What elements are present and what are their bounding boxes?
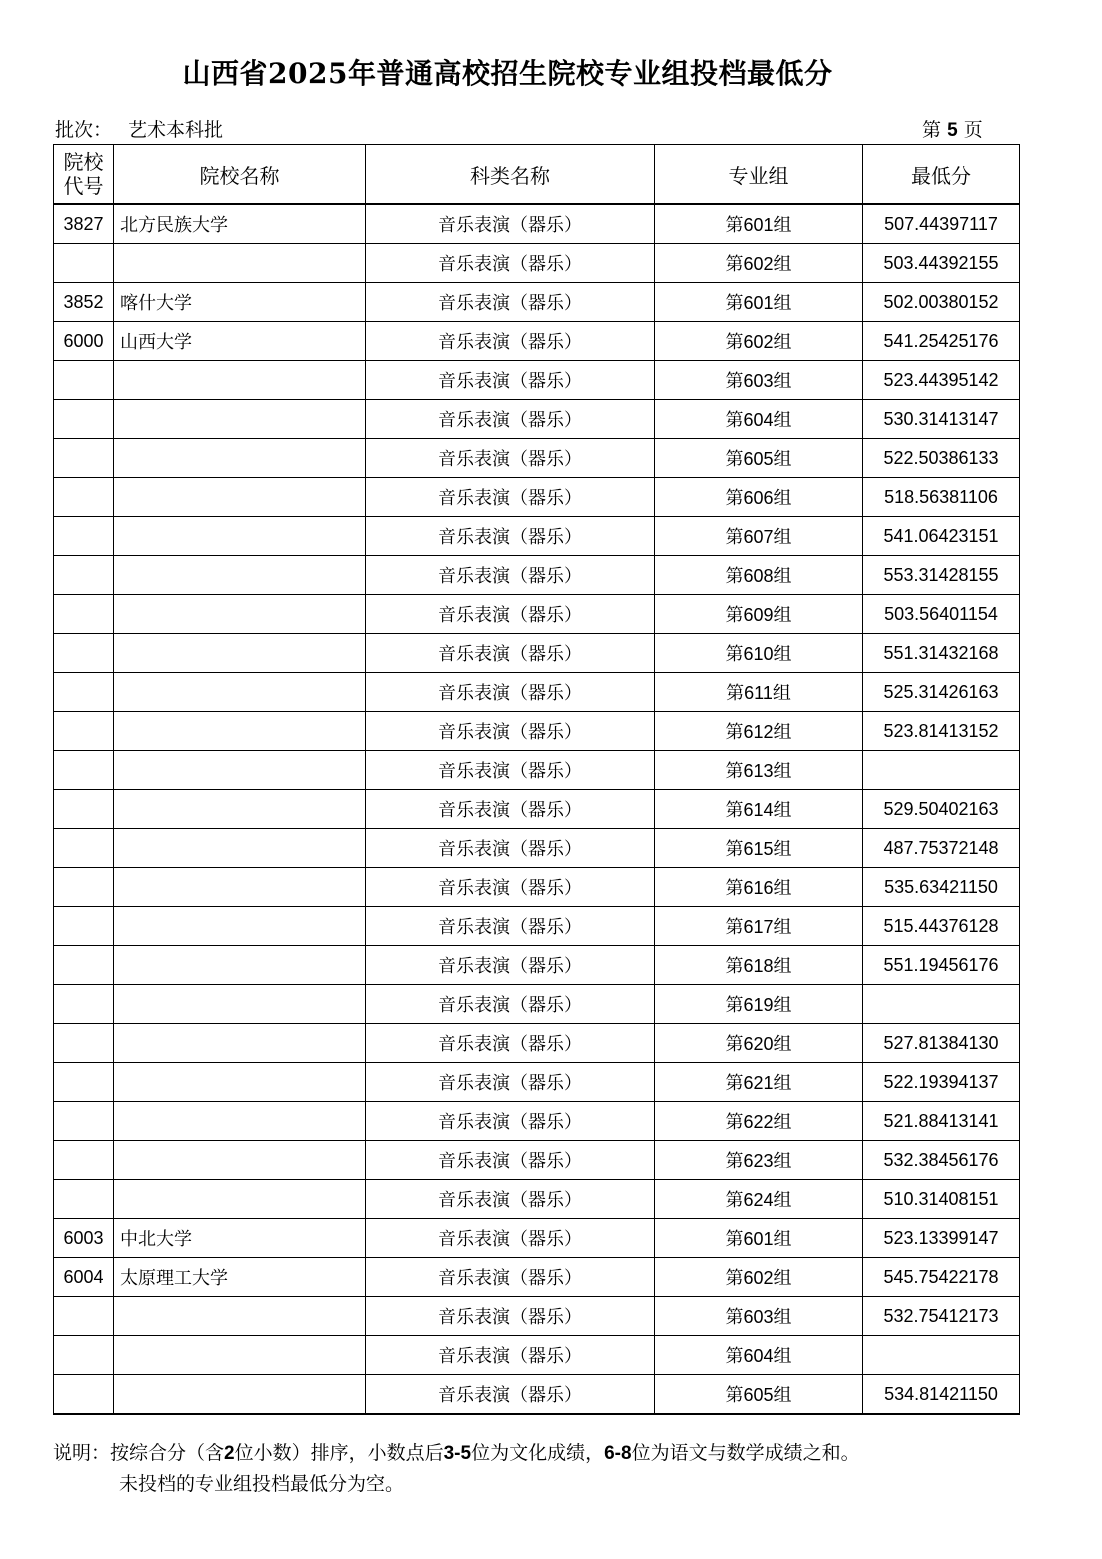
school-code-cell: 6003 bbox=[54, 1219, 114, 1258]
table-row bbox=[54, 478, 1020, 517]
school-code-cell bbox=[54, 244, 114, 283]
table-row bbox=[54, 1297, 1020, 1336]
min-score-cell: 532.38456176 bbox=[863, 1141, 1020, 1180]
school-code-cell bbox=[54, 1024, 114, 1063]
group-cell: 第621组 bbox=[655, 1063, 863, 1102]
subject-cell: 音乐表演（器乐） bbox=[366, 400, 655, 439]
header-subject: 科类名称 bbox=[366, 145, 655, 205]
group-cell: 第603组 bbox=[655, 361, 863, 400]
table-row bbox=[54, 439, 1020, 478]
group-cell: 第624组 bbox=[655, 1180, 863, 1219]
group-cell: 第602组 bbox=[655, 1258, 863, 1297]
min-score-cell: 527.81384130 bbox=[863, 1024, 1020, 1063]
page-number bbox=[922, 115, 983, 142]
school-name-cell bbox=[114, 751, 366, 790]
min-score-cell bbox=[863, 751, 1020, 790]
table-row bbox=[54, 322, 1020, 361]
group-cell: 第623组 bbox=[655, 1141, 863, 1180]
school-code-cell bbox=[54, 1336, 114, 1375]
group-cell: 第620组 bbox=[655, 1024, 863, 1063]
min-score-cell: 510.31408151 bbox=[863, 1180, 1020, 1219]
table-row bbox=[54, 673, 1020, 712]
school-code-cell bbox=[54, 946, 114, 985]
subject-cell: 音乐表演（器乐） bbox=[366, 868, 655, 907]
header-score: 最低分 bbox=[863, 145, 1020, 205]
school-name-cell bbox=[114, 907, 366, 946]
group-cell: 第601组 bbox=[655, 204, 863, 244]
school-name-cell bbox=[114, 1180, 366, 1219]
school-name-cell bbox=[114, 595, 366, 634]
school-code-cell: 3827 bbox=[54, 204, 114, 244]
min-score-cell: 532.75412173 bbox=[863, 1297, 1020, 1336]
header-group: 专业组 bbox=[655, 145, 863, 205]
group-cell: 第617组 bbox=[655, 907, 863, 946]
page-number-value: 5 bbox=[947, 120, 958, 141]
group-cell: 第613组 bbox=[655, 751, 863, 790]
table-row bbox=[54, 1375, 1020, 1415]
subject-cell: 音乐表演（器乐） bbox=[366, 673, 655, 712]
school-code-cell bbox=[54, 829, 114, 868]
notes bbox=[53, 1438, 860, 1499]
batch-value: 艺术本科批 bbox=[128, 119, 224, 141]
min-score-cell: 529.50402163 bbox=[863, 790, 1020, 829]
subject-cell: 音乐表演（器乐） bbox=[366, 790, 655, 829]
group-cell: 第601组 bbox=[655, 1219, 863, 1258]
school-name-cell bbox=[114, 712, 366, 751]
batch-label: 批次： bbox=[55, 119, 113, 141]
school-name-cell bbox=[114, 790, 366, 829]
school-code-cell bbox=[54, 361, 114, 400]
group-cell: 第619组 bbox=[655, 985, 863, 1024]
group-cell: 第607组 bbox=[655, 517, 863, 556]
table-row bbox=[54, 634, 1020, 673]
school-name-cell bbox=[114, 1063, 366, 1102]
min-score-cell: 551.31432168 bbox=[863, 634, 1020, 673]
subject-cell: 音乐表演（器乐） bbox=[366, 1141, 655, 1180]
school-name-cell bbox=[114, 829, 366, 868]
subject-cell: 音乐表演（器乐） bbox=[366, 946, 655, 985]
min-score-cell: 503.56401154 bbox=[863, 595, 1020, 634]
school-code-cell bbox=[54, 790, 114, 829]
school-code-cell bbox=[54, 556, 114, 595]
subject-cell: 音乐表演（器乐） bbox=[366, 751, 655, 790]
min-score-cell bbox=[863, 1336, 1020, 1375]
school-code-cell bbox=[54, 517, 114, 556]
school-name-cell bbox=[114, 244, 366, 283]
group-cell: 第604组 bbox=[655, 1336, 863, 1375]
school-name-cell bbox=[114, 556, 366, 595]
group-cell: 第605组 bbox=[655, 1375, 863, 1415]
page-suffix: 页 bbox=[963, 119, 983, 141]
table-row bbox=[54, 1024, 1020, 1063]
subject-cell: 音乐表演（器乐） bbox=[366, 283, 655, 322]
school-name-cell bbox=[114, 1024, 366, 1063]
subject-cell: 音乐表演（器乐） bbox=[366, 1024, 655, 1063]
min-score-cell: 502.00380152 bbox=[863, 283, 1020, 322]
table-row bbox=[54, 1063, 1020, 1102]
subject-cell: 音乐表演（器乐） bbox=[366, 712, 655, 751]
group-cell: 第612组 bbox=[655, 712, 863, 751]
subject-cell: 音乐表演（器乐） bbox=[366, 361, 655, 400]
min-score-cell: 515.44376128 bbox=[863, 907, 1020, 946]
group-cell: 第602组 bbox=[655, 244, 863, 283]
school-code-cell bbox=[54, 1375, 114, 1415]
page-prefix: 第 bbox=[922, 119, 942, 141]
header-code: 院校 代号 bbox=[54, 145, 114, 205]
min-score-cell: 541.25425176 bbox=[863, 322, 1020, 361]
school-code-cell bbox=[54, 634, 114, 673]
school-name-cell: 北方民族大学 bbox=[114, 204, 366, 244]
min-score-cell: 541.06423151 bbox=[863, 517, 1020, 556]
group-cell: 第611组 bbox=[655, 673, 863, 712]
school-name-cell bbox=[114, 478, 366, 517]
table-row bbox=[54, 556, 1020, 595]
note-line-1: 说明：按综合分（含2位小数）排序，小数点后3-5位为文化成绩，6-8位为语文与数学成绩之和。 bbox=[53, 1442, 860, 1464]
table-row bbox=[54, 712, 1020, 751]
table-row bbox=[54, 595, 1020, 634]
school-code-cell bbox=[54, 712, 114, 751]
group-cell: 第608组 bbox=[655, 556, 863, 595]
subject-cell: 音乐表演（器乐） bbox=[366, 439, 655, 478]
subject-cell: 音乐表演（器乐） bbox=[366, 204, 655, 244]
school-code-cell bbox=[54, 1297, 114, 1336]
school-name-cell bbox=[114, 361, 366, 400]
min-score-cell: 534.81421150 bbox=[863, 1375, 1020, 1415]
table-row bbox=[54, 1219, 1020, 1258]
min-score-cell: 522.50386133 bbox=[863, 439, 1020, 478]
subject-cell: 音乐表演（器乐） bbox=[366, 1258, 655, 1297]
min-score-cell: 523.44395142 bbox=[863, 361, 1020, 400]
min-score-cell: 522.19394137 bbox=[863, 1063, 1020, 1102]
min-score-cell: 518.56381106 bbox=[863, 478, 1020, 517]
group-cell: 第601组 bbox=[655, 283, 863, 322]
school-code-cell bbox=[54, 595, 114, 634]
subject-cell: 音乐表演（器乐） bbox=[366, 634, 655, 673]
subject-cell: 音乐表演（器乐） bbox=[366, 517, 655, 556]
table-row bbox=[54, 829, 1020, 868]
group-cell: 第614组 bbox=[655, 790, 863, 829]
group-cell: 第605组 bbox=[655, 439, 863, 478]
table-row bbox=[54, 1336, 1020, 1375]
school-name-cell bbox=[114, 1375, 366, 1415]
table-row bbox=[54, 946, 1020, 985]
subject-cell: 音乐表演（器乐） bbox=[366, 322, 655, 361]
group-cell: 第609组 bbox=[655, 595, 863, 634]
group-cell: 第616组 bbox=[655, 868, 863, 907]
table-row bbox=[54, 283, 1020, 322]
school-name-cell: 中北大学 bbox=[114, 1219, 366, 1258]
school-name-cell bbox=[114, 400, 366, 439]
school-name-cell bbox=[114, 985, 366, 1024]
subject-cell: 音乐表演（器乐） bbox=[366, 1102, 655, 1141]
school-name-cell bbox=[114, 673, 366, 712]
min-score-cell: 525.31426163 bbox=[863, 673, 1020, 712]
school-code-cell: 6004 bbox=[54, 1258, 114, 1297]
table-row bbox=[54, 790, 1020, 829]
school-code-cell bbox=[54, 1180, 114, 1219]
score-table bbox=[53, 144, 1020, 1415]
school-code-cell bbox=[54, 478, 114, 517]
school-name-cell bbox=[114, 517, 366, 556]
subject-cell: 音乐表演（器乐） bbox=[366, 556, 655, 595]
school-code-cell bbox=[54, 439, 114, 478]
min-score-cell: 503.44392155 bbox=[863, 244, 1020, 283]
min-score-cell: 535.63421150 bbox=[863, 868, 1020, 907]
min-score-cell: 530.31413147 bbox=[863, 400, 1020, 439]
school-code-cell bbox=[54, 907, 114, 946]
subject-cell: 音乐表演（器乐） bbox=[366, 985, 655, 1024]
school-name-cell bbox=[114, 1297, 366, 1336]
table-header-row bbox=[54, 145, 1020, 205]
min-score-cell: 551.19456176 bbox=[863, 946, 1020, 985]
table-row bbox=[54, 1180, 1020, 1219]
school-name-cell bbox=[114, 946, 366, 985]
school-code-cell bbox=[54, 673, 114, 712]
subject-cell: 音乐表演（器乐） bbox=[366, 1180, 655, 1219]
table-row bbox=[54, 868, 1020, 907]
header-name: 院校名称 bbox=[114, 145, 366, 205]
min-score-cell: 523.81413152 bbox=[863, 712, 1020, 751]
school-name-cell bbox=[114, 634, 366, 673]
group-cell: 第606组 bbox=[655, 478, 863, 517]
school-code-cell bbox=[54, 1063, 114, 1102]
subject-cell: 音乐表演（器乐） bbox=[366, 907, 655, 946]
batch-info bbox=[55, 115, 223, 142]
group-cell: 第618组 bbox=[655, 946, 863, 985]
school-code-cell bbox=[54, 751, 114, 790]
table-row bbox=[54, 204, 1020, 244]
subject-cell: 音乐表演（器乐） bbox=[366, 1297, 655, 1336]
group-cell: 第602组 bbox=[655, 322, 863, 361]
note-line-2: 未投档的专业组投档最低分为空。 bbox=[119, 1473, 405, 1495]
subject-cell: 音乐表演（器乐） bbox=[366, 1063, 655, 1102]
min-score-cell: 523.13399147 bbox=[863, 1219, 1020, 1258]
school-code-cell: 3852 bbox=[54, 283, 114, 322]
subject-cell: 音乐表演（器乐） bbox=[366, 244, 655, 283]
group-cell: 第610组 bbox=[655, 634, 863, 673]
school-code-cell: 6000 bbox=[54, 322, 114, 361]
subject-cell: 音乐表演（器乐） bbox=[366, 478, 655, 517]
school-code-cell bbox=[54, 868, 114, 907]
group-cell: 第615组 bbox=[655, 829, 863, 868]
min-score-cell: 545.75422178 bbox=[863, 1258, 1020, 1297]
school-name-cell bbox=[114, 1102, 366, 1141]
subject-cell: 音乐表演（器乐） bbox=[366, 829, 655, 868]
school-code-cell bbox=[54, 1141, 114, 1180]
table-row bbox=[54, 244, 1020, 283]
min-score-cell: 553.31428155 bbox=[863, 556, 1020, 595]
school-name-cell: 山西大学 bbox=[114, 322, 366, 361]
table-row bbox=[54, 985, 1020, 1024]
subject-cell: 音乐表演（器乐） bbox=[366, 595, 655, 634]
table-row bbox=[54, 1141, 1020, 1180]
min-score-cell bbox=[863, 985, 1020, 1024]
school-code-cell bbox=[54, 985, 114, 1024]
school-name-cell: 喀什大学 bbox=[114, 283, 366, 322]
school-code-cell bbox=[54, 400, 114, 439]
school-name-cell bbox=[114, 868, 366, 907]
subject-cell: 音乐表演（器乐） bbox=[366, 1336, 655, 1375]
min-score-cell: 487.75372148 bbox=[863, 829, 1020, 868]
group-cell: 第604组 bbox=[655, 400, 863, 439]
group-cell: 第622组 bbox=[655, 1102, 863, 1141]
school-name-cell: 太原理工大学 bbox=[114, 1258, 366, 1297]
min-score-cell: 507.44397117 bbox=[863, 204, 1020, 244]
subject-cell: 音乐表演（器乐） bbox=[366, 1375, 655, 1415]
subject-cell: 音乐表演（器乐） bbox=[366, 1219, 655, 1258]
table-row bbox=[54, 400, 1020, 439]
school-name-cell bbox=[114, 439, 366, 478]
school-name-cell bbox=[114, 1141, 366, 1180]
school-code-cell bbox=[54, 1102, 114, 1141]
table-row bbox=[54, 361, 1020, 400]
group-cell: 第603组 bbox=[655, 1297, 863, 1336]
table-row bbox=[54, 907, 1020, 946]
min-score-cell: 521.88413141 bbox=[863, 1102, 1020, 1141]
page-title: 山西省2025年普通高校招生院校专业组投档最低分 bbox=[182, 57, 833, 90]
table-row bbox=[54, 1102, 1020, 1141]
table-row bbox=[54, 1258, 1020, 1297]
table-row bbox=[54, 517, 1020, 556]
school-name-cell bbox=[114, 1336, 366, 1375]
table-row bbox=[54, 751, 1020, 790]
